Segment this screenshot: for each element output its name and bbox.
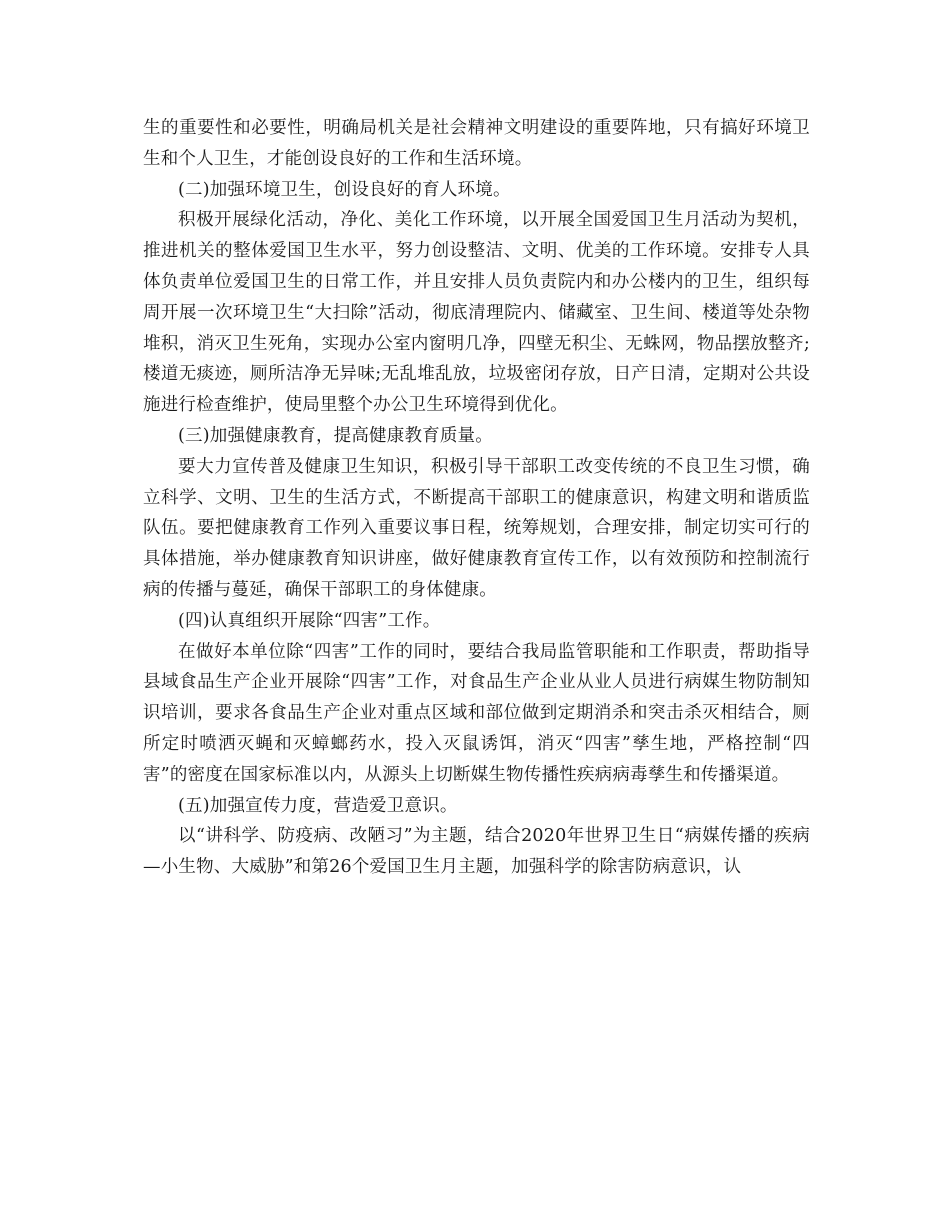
document-page: [143, 113, 810, 883]
paragraph-publicity: 以“讲科学、防疫病、改陋习”为主题，结合2020年世界卫生日“病媒传播的疾病—小生物、大威胁”和第26个爱国卫生月主题，加强科学的除害防病意识，认: [143, 826, 810, 878]
section-heading-publicity: (五)加强宣传力度，营造爱卫意识。: [178, 795, 458, 816]
section-heading-environment: (二)加强环境卫生，创设良好的育人环境。: [178, 179, 511, 200]
paragraph-four-pests: 在做好本单位除“四害”工作的同时，要结合我局监管职能和工作职责，帮助指导县域食品生产企业开展除“四害”工作，对食品生产企业从业人员进行病媒生物防制知识培训，要求各食品生产企业对重点区域和部位做到定期消杀和突击杀灭相结合，厕所定时喷洒灭蝇和灭蟑螂药水，投入灭鼠诱饵，消灭“四害”孳生地，严格控制“四害”的密度在国家标准以内，从源头上切断媒生物传播性疾病病毒孳生和传播渠道。: [143, 641, 810, 785]
paragraph-continuation: 生的重要性和必要性，明确局机关是社会精神文明建设的重要阵地，只有搞好环境卫生和个人卫生，才能创设良好的工作和生活环境。: [143, 118, 810, 169]
section-heading-health-education: (三)加强健康教育，提高健康教育质量。: [178, 425, 493, 446]
paragraph-environment: 积极开展绿化活动，净化、美化工作环境，以开展全国爱国卫生月活动为契机，推进机关的整体爱国卫生水平，努力创设整洁、文明、优美的工作环境。安排专人具体负责单位爱国卫生的日常工作，并且安排人员负责院内和办公楼内的卫生，组织每周开展一次环境卫生“大扫除”活动，彻底清理院内、储藏室、卫生间、楼道等处杂物堆积，消灭卫生死角，实现办公室内窗明几净，四壁无积尘、无蛛网，物品摆放整齐;楼道无痰迹，厕所洁净无异味;无乱堆乱放，垃圾密闭存放，日产日清，定期对公共设施进行检查维护，使局里整个办公卫生环境得到优化。: [143, 210, 810, 416]
paragraph-health-education: 要大力宣传普及健康卫生知识，积极引导干部职工改变传统的不良卫生习惯，确立科学、文明、卫生的生活方式，不断提高干部职工的健康意识，构建文明和谐质监队伍。要把健康教育工作列入重要议事日程，统筹规划，合理安排，制定切实可行的具体措施，举办健康教育知识讲座，做好健康教育宣传工作，以有效预防和控制流行病的传播与蔓延，确保干部职工的身体健康。: [143, 456, 810, 600]
section-heading-four-pests: (四)认真组织开展除“四害”工作。: [178, 610, 441, 631]
